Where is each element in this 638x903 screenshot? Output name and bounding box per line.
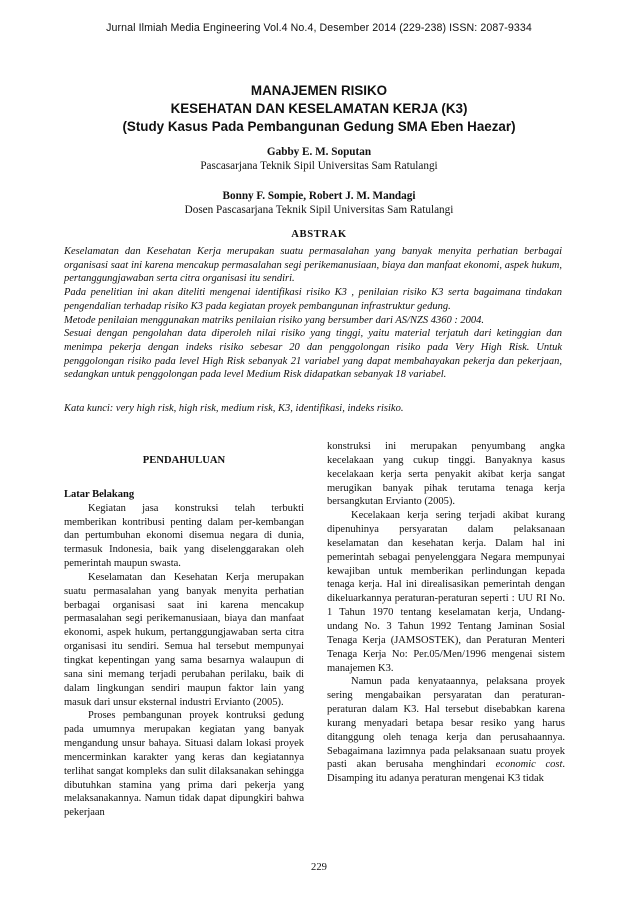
author-name: Bonny F. Sompie, Robert J. M. Mandagi <box>222 190 416 202</box>
subsection-heading: Latar Belakang <box>64 488 135 500</box>
body-paragraph: Keselamatan dan Kesehatan Kerja merupakan suatu permasalahan yang banyak menyita perhatian berbagai organisasi saat ini karena mencakup permasalahan segi perikemanusiaan, biaya dan manfaat ekonomi, aspek hukum, pertanggungjawaban serta citra organisasi itu sendiri. Semua hal tersebut mempunyai tingkat kepentingan yang sama besarnya walaupun di sana sini memang terjadi perubahan perilaku, baik di dalam lingkungan sendiri maupun faktor lain yang masuk dari unsur eksternal industri Ervianto (2005). <box>64 571 304 708</box>
body-paragraph: konstruksi ini merupakan penyumbang angka kecelakaan yang cukup tinggi. Banyaknya kasus kecelakaan kerja serta penyakit akibat kerja sangat merugikan banyak pihak terutama tenaga kerja bersangkutan Ervianto (2005). <box>327 441 565 508</box>
title-line-2: KESEHATAN DAN KESELAMATAN KERJA (K3) <box>170 101 468 116</box>
author-affiliation: Pascasarjana Teknik Sipil Universitas Sam Ratulangi <box>200 160 438 172</box>
right-column <box>327 440 565 786</box>
body-paragraph <box>327 675 565 786</box>
body-paragraph: Proses pembangunan proyek kontruksi gedung pada umumnya merupakan kegiatan yang banyak mengandung unsur bahaya. Situasi dalam lokasi proyek mencerminkan karakter yang keras dan kegiatannya terlihat sangat kompleks dan sulit dilaksanakan sehingga dibutuhkan stamina yang prima dari pekerja yang melaksanakannya. Namun tidak dapat dipungkiri bahwa pekerjaan <box>64 710 304 819</box>
author-block-2 <box>0 189 638 217</box>
paper-title <box>0 82 638 136</box>
abstract-paragraph: Metode penilaian menggunakan matriks penilaian risiko yang bersumber dari AS/NZS 4360 : 2004. <box>64 314 485 326</box>
author-affiliation: Dosen Pascasarjana Teknik Sipil Universitas Sam Ratulangi <box>184 204 454 216</box>
left-column <box>64 440 304 820</box>
abstract-paragraph: Pada penelitian ini akan diteliti mengenai identifikasi risiko K3 , penilaian risiko K3 serta bagaimana tindakan pengendalian terhadap risiko K3 pada kegiatan proyek pembangunan infrastruktur gedung. <box>64 287 562 312</box>
section-heading: PENDAHULUAN <box>142 455 226 466</box>
abstract-heading: ABSTRAK <box>291 229 347 240</box>
body-paragraph: Kegiatan jasa konstruksi telah terbukti memberikan kontribusi penting dalam per-kembangan dan pertumbuhan ekonomi disemua negara di dunia, termasuk Indonesia, baik yang diselenggarakan oleh pemerintah maupun swasta. <box>64 502 304 570</box>
body-paragraph: Kecelakaan kerja sering terjadi akibat kurang dipenuhinya persyaratan dalam pelaksanaan keselamatan dan kesehatan kerja. Dalam hal ini pemerintah sebagai penyelenggara Negara mempunyai kewajiban untuk memberikan perlindungan kepada tenaga kerja. Hal ini direalisasikan pemerintah dengan dikeluarkannya peraturan-peraturan seperti : UU RI No. 1 Tahun 1970 tentang keselamatan kerja, Undang-undang No. 3 Tahun 1992 Tentang Jaminan Sosial Tenaga Kerja (JAMSOSTEK), dan Peraturan Menteri Tenaga Kerja No: Per.05/Men/1996 mengenai sistem manajemen K3. <box>327 510 565 674</box>
body-text: . Disamping itu adanya peraturan mengenai K3 tidak <box>327 759 565 785</box>
italic-term: economic cost <box>495 759 563 771</box>
title-line-1: MANAJEMEN RISIKO <box>250 83 388 98</box>
title-line-3: (Study Kasus Pada Pembangunan Gedung SMA Eben Haezar) <box>122 119 516 134</box>
running-header: Jurnal Ilmiah Media Engineering Vol.4 No.4, Desember 2014 (229-238) ISSN: 2087-9334 <box>106 22 532 34</box>
page-number: 229 <box>311 862 327 873</box>
abstract-paragraph: Sesuai dengan pengolahan data diperoleh nilai risiko yang tinggi, yaitu material terjatuh dari ketinggian dan menimpa pekerja dengan indeks risiko sebesar 20 dan penggolongan risiko pada Very High Risk. Untuk penggolongan risiko pada level High Risk sebanyak 21 variabel yang dapat membahayakan pekerja dan pekerjaan, sedangkan untuk penggolongan pada level Medium Risk didapatkan sebanyak 18 variabel. <box>64 328 562 381</box>
author-block-1 <box>0 145 638 173</box>
keywords: Kata kunci: very high risk, high risk, medium risk, K3, identifikasi, indeks risiko. <box>64 403 404 414</box>
body-text: Namun pada kenyataannya, pelaksana proyek sering mengabaikan persyaratan dan peraturan-peraturan dalam K3. Hal tersebut disebabkan karena kurang menyadari betapa besar resiko yang harus ditanggung oleh tenaga kerja dan perusahaannya. Sebagaimana lazimnya pada pelaksanaan suatu proyek pasti akan berusaha menghindari <box>327 676 565 771</box>
author-name: Gabby E. M. Soputan <box>266 146 372 158</box>
abstract-body <box>64 245 562 382</box>
abstract-paragraph: Keselamatan dan Kesehatan Kerja merupakan suatu permasalahan yang banyak menyita perhatian berbagai organisasi saat ini karena mencakup permasalahan segi perikemanusiaan, biaya dan manfaat ekonomi, aspek hukum, pertanggungjawaban serta citra organisasi itu sendiri. <box>64 246 562 285</box>
